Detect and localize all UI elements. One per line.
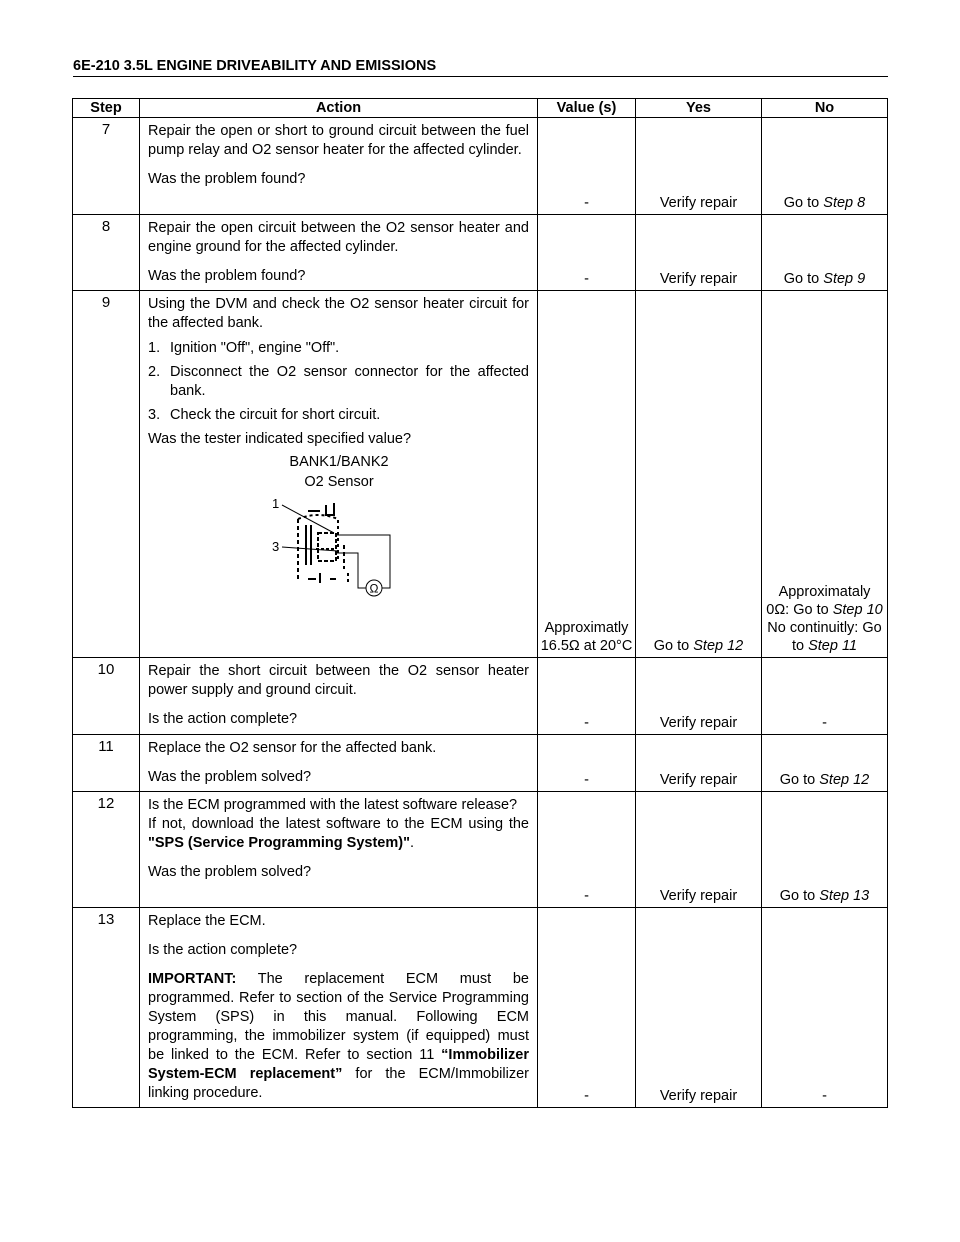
no-step-link: Step 8: [823, 195, 866, 211]
step-yes: Verify repair: [636, 908, 762, 1108]
step-yes: Verify repair: [636, 118, 762, 215]
table-row-step-10: [73, 658, 888, 735]
table-row-step-7: [73, 118, 888, 215]
action-text: Repair the short circuit between the O2 sensor heater power supply and ground circuit.: [148, 663, 529, 698]
header-action: Action: [140, 99, 538, 118]
important-note: IMPORTANT: The replacement ECM must be programmed. Refer to section of the Service Programming System (SPS) in this manual. Following ECM programming, the immobilizer system (if equipped) must be linked to the ECM. Refer to section 11 “Immobilizer System-ECM replacement” for the ECM/Immobilizer linking procedure.: [148, 971, 529, 1101]
header-step: Step: [73, 99, 140, 118]
step-yes: Verify repair: [636, 735, 762, 792]
step-yes: Verify repair: [636, 215, 762, 291]
no-prefix: Go to: [783, 195, 824, 211]
action-text: Repair the open circuit between the O2 sensor heater and engine ground for the affected cylinder.: [148, 220, 529, 255]
yes-prefix: Go to: [653, 638, 694, 654]
procedure-list: [148, 339, 529, 425]
no-line-1: Approximataly: [778, 584, 871, 600]
header-yes: Yes: [636, 99, 762, 118]
header-no: No: [762, 99, 888, 118]
step-number: 9: [73, 291, 140, 658]
step-value: -: [538, 735, 636, 792]
action-text-2: If not, download the latest software to the ECM using the "SPS (Service Programming System)".: [148, 816, 529, 851]
header-value: Value (s): [538, 99, 636, 118]
no-line-2: 0Ω: Go to Step 10: [766, 602, 883, 618]
step-no: [762, 792, 888, 908]
step-number: 10: [73, 658, 140, 735]
action-text: Replace the O2 sensor for the affected bank.: [148, 740, 437, 756]
step-value: -: [538, 215, 636, 291]
page-header: 6E-210 3.5L ENGINE DRIVEABILITY AND EMISSIONS: [73, 58, 888, 77]
step-value: -: [538, 792, 636, 908]
no-prefix: Go to: [779, 772, 820, 788]
action-question: Was the problem found?: [148, 171, 306, 187]
step-no: -: [762, 908, 888, 1108]
action-question: Was the problem found?: [148, 268, 306, 284]
action-text: Using the DVM and check the O2 sensor heater circuit for the affected bank.: [148, 296, 529, 331]
step-number: 11: [73, 735, 140, 792]
pin-1-label: 1: [272, 496, 280, 511]
table-header-row: [73, 99, 888, 118]
step-action: [140, 735, 538, 792]
step-number: 13: [73, 908, 140, 1108]
no-step-link: Step 13: [819, 888, 870, 904]
step-yes: [636, 291, 762, 658]
step-number: 7: [73, 118, 140, 215]
step-no: [762, 291, 888, 658]
no-line-3: No continuitly: Go to Step 11: [767, 620, 882, 654]
step-yes: Verify repair: [636, 792, 762, 908]
step-number: 12: [73, 792, 140, 908]
procedure-item: 3. Check the circuit for short circuit.: [148, 407, 381, 423]
pin-3-label: 3: [272, 539, 280, 554]
step-action: [140, 215, 538, 291]
action-question: Is the action complete?: [148, 711, 298, 727]
action-text: Repair the open or short to ground circuit between the fuel pump relay and O2 sensor heater for the affected cylinder.: [148, 123, 529, 158]
action-question: Was the tester indicated specified value?: [148, 431, 412, 447]
step-action: [140, 118, 538, 215]
o2-sensor-diagram: [148, 453, 530, 603]
no-prefix: Go to: [779, 888, 820, 904]
action-question: Was the problem solved?: [148, 864, 312, 880]
action-question: Is the action complete?: [148, 942, 298, 958]
table-row-step-8: [73, 215, 888, 291]
step-yes: Verify repair: [636, 658, 762, 735]
ohm-symbol: Ω: [369, 581, 379, 596]
no-step-link: Step 12: [819, 772, 870, 788]
diagram-title-bank: BANK1/BANK2: [289, 454, 389, 470]
step-no: [762, 215, 888, 291]
diagnostic-table: [72, 98, 888, 1108]
step-no: -: [762, 658, 888, 735]
action-text: Replace the ECM.: [148, 913, 266, 929]
step-value: -: [538, 908, 636, 1108]
step-no: [762, 118, 888, 215]
table-row-step-9: [73, 291, 888, 658]
yes-step-link: Step 12: [693, 638, 744, 654]
procedure-item: 1. Ignition "Off", engine "Off".: [148, 340, 340, 356]
step-action: [140, 658, 538, 735]
step-value: -: [538, 118, 636, 215]
step-action: [140, 792, 538, 908]
action-text: Is the ECM programmed with the latest software release?: [148, 797, 518, 813]
step-no: [762, 735, 888, 792]
table-row-step-11: [73, 735, 888, 792]
no-step-link: Step 9: [823, 271, 866, 287]
step-value: Approximatly 16.5Ω at 20°C: [538, 291, 636, 658]
table-row-step-13: [73, 908, 888, 1108]
step-action: [140, 908, 538, 1108]
action-question: Was the problem solved?: [148, 769, 312, 785]
table-row-step-12: [73, 792, 888, 908]
diagram-title-sensor: O2 Sensor: [304, 474, 374, 490]
step-action: [140, 291, 538, 658]
step-value: -: [538, 658, 636, 735]
procedure-item: 2. Disconnect the O2 sensor connector for the affected bank.: [148, 364, 529, 399]
connector-drawing: [148, 453, 530, 603]
no-prefix: Go to: [783, 271, 824, 287]
step-number: 8: [73, 215, 140, 291]
